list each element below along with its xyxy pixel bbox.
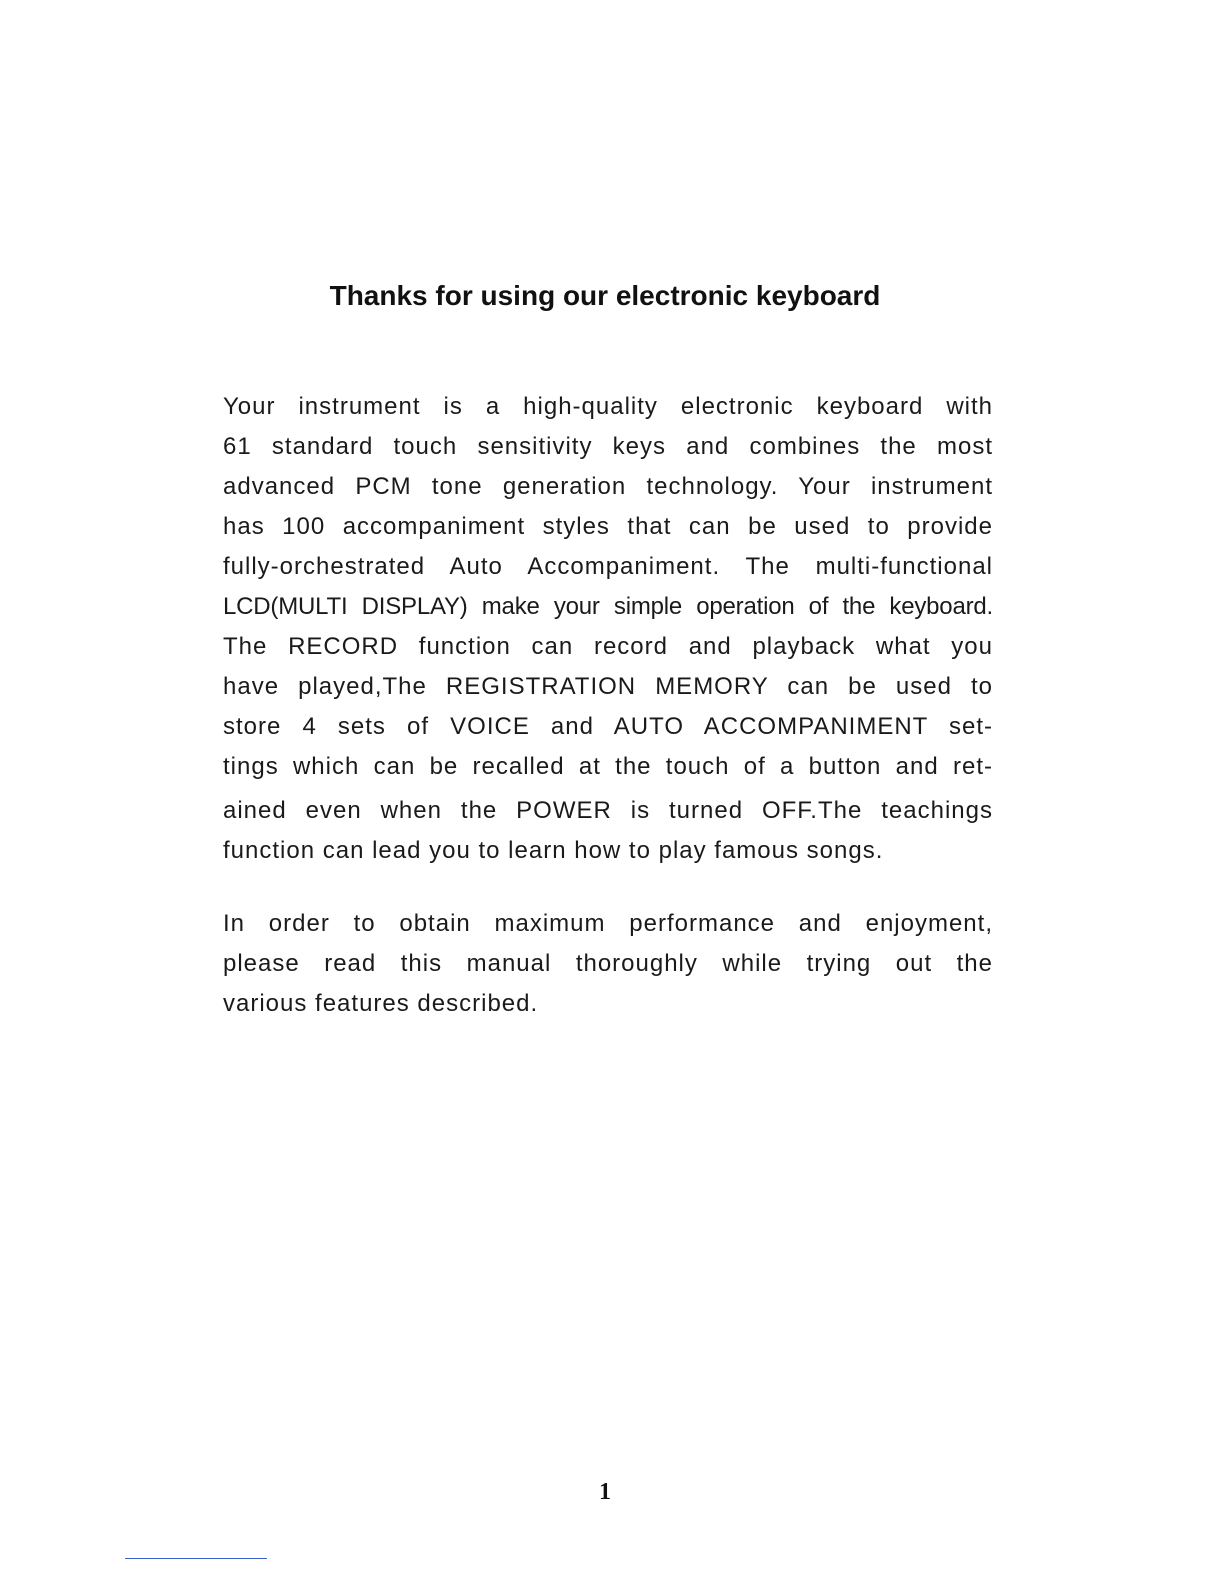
paragraph-line: various features described. — [223, 990, 539, 1017]
paragraph-line: function can lead you to learn how to play famous songs. — [223, 837, 884, 864]
intro-paragraph — [223, 387, 993, 871]
paragraph-line: Your instrument is a high-quality electronic keyboard with — [223, 393, 993, 420]
paragraph-line: advanced PCM tone generation technology. Your instrument — [223, 473, 993, 500]
paragraph-line: has 100 accompaniment styles that can be used to provide — [223, 513, 993, 540]
page-title: Thanks for using our electronic keyboard — [329, 280, 881, 311]
paragraph-line: In order to obtain maximum performance and enjoyment, — [223, 910, 993, 937]
paragraph-line: 61 standard touch sensitivity keys and combines the most — [223, 433, 993, 460]
paragraph-line: have played,The REGISTRATION MEMORY can be used to — [223, 673, 993, 700]
paragraph-line: The RECORD function can record and playback what you — [223, 633, 993, 660]
footnote-divider — [125, 1558, 267, 1559]
paragraph-line: fully-orchestrated Auto Accompaniment. The multi-functional — [223, 553, 993, 580]
page-number: 1 — [599, 1479, 611, 1505]
paragraph-line: store 4 sets of VOICE and AUTO ACCOMPANIMENT set- — [223, 713, 993, 740]
paragraph-line: ained even when the POWER is turned OFF.The teachings — [223, 797, 993, 824]
paragraph-line: LCD(MULTI DISPLAY) make your simple operation of the keyboard. — [223, 593, 993, 620]
paragraph-line: please read this manual thoroughly while trying out the — [223, 950, 993, 977]
closing-paragraph — [223, 904, 993, 1024]
paragraph-line: tings which can be recalled at the touch of a button and ret- — [223, 753, 993, 780]
